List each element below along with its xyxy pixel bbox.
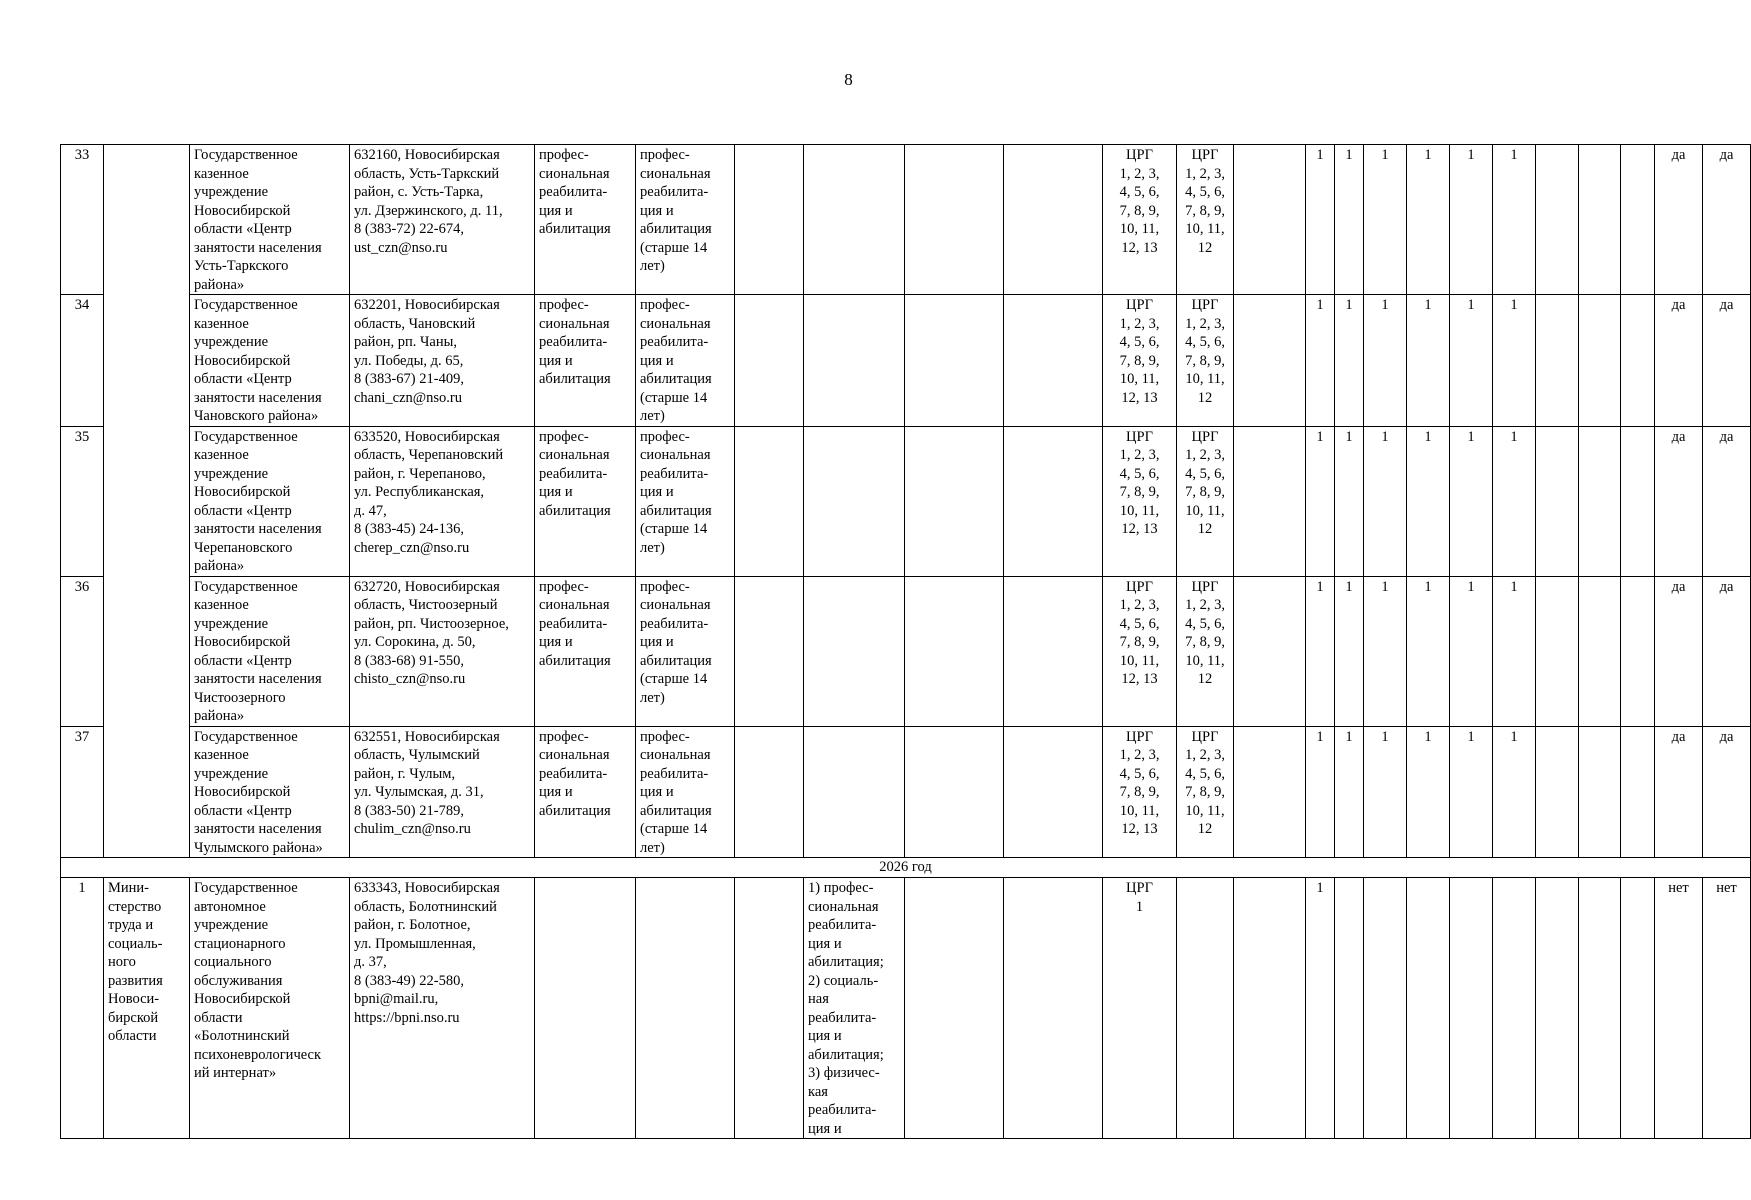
count-cell: 1: [1450, 726, 1493, 858]
institution-address: 632160, Новосибирская область, Усть-Таркский район, с. Усть-Тарка, ул. Дзержинского, д. 11, 8 (383-72) 22-674, ust_czn@nso.ru: [350, 145, 535, 295]
yes-value: да: [1655, 145, 1703, 295]
service-list: 1) профес- сиональная реабилита- ция и абилитация; 2) социаль- ная реабилита- ция и абилитация; 3) физичес- кая реабилита- ция и: [804, 878, 905, 1139]
yes-value: да: [1655, 426, 1703, 576]
count-cell: 1: [1306, 145, 1335, 295]
table-row: [61, 145, 1751, 295]
table-row: [61, 295, 1751, 427]
service-type: профес- сиональная реабилита- ция и абилитация: [535, 726, 636, 858]
page-number: 8: [844, 70, 853, 89]
yes-value: да: [1655, 295, 1703, 427]
ministry-name: Мини- стерство труда и социаль- ного развития Новоси- бирской области: [104, 878, 190, 1139]
row-number: 36: [61, 576, 104, 726]
count-cell: 1: [1306, 878, 1335, 1139]
count-cell: 1: [1407, 576, 1450, 726]
count-cell: 1: [1364, 295, 1407, 427]
institution-name: Государственное казенное учреждение Новосибирской области «Центр занятости населения Усть-Таркского района»: [190, 145, 350, 295]
row-number: 1: [61, 878, 104, 1139]
yes-value: да: [1703, 576, 1751, 726]
target-group-1: ЦРГ 1, 2, 3, 4, 5, 6, 7, 8, 9, 10, 11, 12, 13: [1103, 426, 1177, 576]
yes-value: да: [1655, 726, 1703, 858]
target-group-2: ЦРГ 1, 2, 3, 4, 5, 6, 7, 8, 9, 10, 11, 12: [1177, 426, 1234, 576]
services-table: [60, 144, 1751, 1139]
count-cell: 1: [1335, 145, 1364, 295]
count-cell: 1: [1407, 295, 1450, 427]
target-group-1: ЦРГ 1, 2, 3, 4, 5, 6, 7, 8, 9, 10, 11, 12, 13: [1103, 295, 1177, 427]
count-cell: 1: [1364, 726, 1407, 858]
count-cell: 1: [1407, 726, 1450, 858]
target-group-1: ЦРГ 1: [1103, 878, 1177, 1139]
count-cell: 1: [1335, 426, 1364, 576]
count-cell: 1: [1450, 145, 1493, 295]
service-type: профес- сиональная реабилита- ция и абилитация: [535, 576, 636, 726]
row-number: 33: [61, 145, 104, 295]
no-value: нет: [1655, 878, 1703, 1139]
yes-value: да: [1703, 145, 1751, 295]
institution-address: 632201, Новосибирская область, Чановский район, рп. Чаны, ул. Победы, д. 65, 8 (383-67) 21-409, chani_czn@nso.ru: [350, 295, 535, 427]
yes-value: да: [1703, 295, 1751, 427]
target-group-2: ЦРГ 1, 2, 3, 4, 5, 6, 7, 8, 9, 10, 11, 12: [1177, 576, 1234, 726]
institution-name: Государственное автономное учреждение стационарного социального обслуживания Новосибирской области «Болотнинский психоневрологическ ий интернат»: [190, 878, 350, 1139]
count-cell: 1: [1306, 726, 1335, 858]
institution-name: Государственное казенное учреждение Новосибирской области «Центр занятости населения Черепановского района»: [190, 426, 350, 576]
count-cell: 1: [1450, 426, 1493, 576]
count-cell: 1: [1306, 295, 1335, 427]
yes-value: да: [1703, 426, 1751, 576]
count-cell: 1: [1493, 295, 1536, 427]
count-cell: 1: [1364, 426, 1407, 576]
count-cell: 1: [1335, 726, 1364, 858]
service-type: профес- сиональная реабилита- ция и абилитация: [535, 145, 636, 295]
count-cell: 1: [1493, 426, 1536, 576]
yes-value: да: [1655, 576, 1703, 726]
table-row: [61, 426, 1751, 576]
year-label: 2026 год: [61, 858, 1751, 878]
count-cell: 1: [1306, 426, 1335, 576]
year-section-row: [61, 858, 1751, 878]
service-type-children: профес- сиональная реабилита- ция и абилитация (старше 14 лет): [636, 426, 735, 576]
institution-address: 632720, Новосибирская область, Чистоозерный район, рп. Чистоозерное, ул. Сорокина, д. 50, 8 (383-68) 91-550, chisto_czn@nso.ru: [350, 576, 535, 726]
yes-value: да: [1703, 726, 1751, 858]
count-cell: 1: [1493, 726, 1536, 858]
institution-name: Государственное казенное учреждение Новосибирской области «Центр занятости населения Чистоозерного района»: [190, 576, 350, 726]
institution-address: 633343, Новосибирская область, Болотнинский район, г. Болотное, ул. Промышленная, д. 37, 8 (383-49) 22-580, bpni@mail.ru, https://bpni.nso.ru: [350, 878, 535, 1139]
row-number: 34: [61, 295, 104, 427]
count-cell: 1: [1364, 145, 1407, 295]
table-row: [61, 576, 1751, 726]
target-group-1: ЦРГ 1, 2, 3, 4, 5, 6, 7, 8, 9, 10, 11, 12, 13: [1103, 576, 1177, 726]
count-cell: 1: [1493, 576, 1536, 726]
service-type: профес- сиональная реабилита- ция и абилитация: [535, 426, 636, 576]
service-type-children: профес- сиональная реабилита- ция и абилитация (старше 14 лет): [636, 726, 735, 858]
count-cell: 1: [1335, 576, 1364, 726]
service-type-children: профес- сиональная реабилита- ция и абилитация (старше 14 лет): [636, 295, 735, 427]
institution-address: 633520, Новосибирская область, Черепановский район, г. Черепаново, ул. Республиканская, д. 47, 8 (383-45) 24-136, cherep_czn@nso.ru: [350, 426, 535, 576]
count-cell: 1: [1407, 145, 1450, 295]
institution-name: Государственное казенное учреждение Новосибирской области «Центр занятости населения Чановского района»: [190, 295, 350, 427]
target-group-2: ЦРГ 1, 2, 3, 4, 5, 6, 7, 8, 9, 10, 11, 12: [1177, 145, 1234, 295]
institution-name: Государственное казенное учреждение Новосибирской области «Центр занятости населения Чулымского района»: [190, 726, 350, 858]
institution-address: 632551, Новосибирская область, Чулымский район, г. Чулым, ул. Чулымская, д. 31, 8 (383-50) 21-789, chulim_czn@nso.ru: [350, 726, 535, 858]
ministry-cell: [104, 145, 190, 858]
table-row: [61, 726, 1751, 858]
target-group-2: ЦРГ 1, 2, 3, 4, 5, 6, 7, 8, 9, 10, 11, 12: [1177, 726, 1234, 858]
count-cell: 1: [1335, 295, 1364, 427]
service-type-children: профес- сиональная реабилита- ция и абилитация (старше 14 лет): [636, 576, 735, 726]
row-number: 35: [61, 426, 104, 576]
target-group-2: ЦРГ 1, 2, 3, 4, 5, 6, 7, 8, 9, 10, 11, 12: [1177, 295, 1234, 427]
count-cell: 1: [1450, 295, 1493, 427]
no-value: нет: [1703, 878, 1751, 1139]
count-cell: 1: [1493, 145, 1536, 295]
service-type-children: профес- сиональная реабилита- ция и абилитация (старше 14 лет): [636, 145, 735, 295]
target-group-1: ЦРГ 1, 2, 3, 4, 5, 6, 7, 8, 9, 10, 11, 12, 13: [1103, 145, 1177, 295]
row-number: 37: [61, 726, 104, 858]
count-cell: 1: [1450, 576, 1493, 726]
service-type: профес- сиональная реабилита- ция и абилитация: [535, 295, 636, 427]
count-cell: 1: [1306, 576, 1335, 726]
count-cell: 1: [1364, 576, 1407, 726]
count-cell: 1: [1407, 426, 1450, 576]
target-group-1: ЦРГ 1, 2, 3, 4, 5, 6, 7, 8, 9, 10, 11, 12, 13: [1103, 726, 1177, 858]
table-row: [61, 878, 1751, 1139]
